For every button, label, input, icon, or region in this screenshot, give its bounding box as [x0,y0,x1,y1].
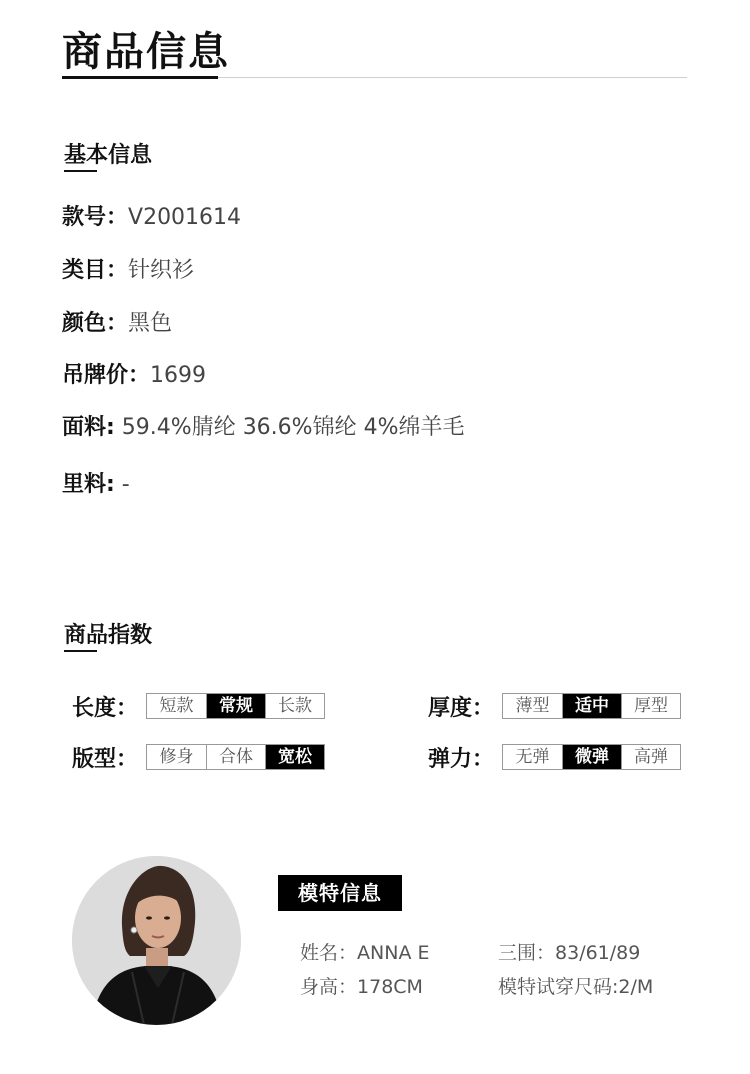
index-label: 厚度： [428,695,495,721]
index-options [146,744,325,770]
chip-short[interactable]: 短款 [159,696,194,716]
chip-high-stretch[interactable]: 高弹 [621,745,680,769]
model-info-badge: 模特信息 [278,875,402,911]
model-measurements [498,938,640,965]
chip-long[interactable]: 长款 [265,694,324,718]
info-value: 59.4%腈纶 36.6%锦纶 4%绵羊毛 [114,415,465,440]
model-name-label: 姓名： [300,942,358,964]
info-label: 款号： [62,205,129,230]
product-index-heading: 商品指数 [64,623,153,648]
chip-thin[interactable]: 薄型 [515,696,550,716]
model-height-value: 178CM [357,976,423,998]
index-options [146,693,325,719]
chip-regular[interactable]: 常规 [206,694,265,718]
index-label: 弹力： [428,746,495,772]
info-row-style-no [62,200,241,231]
chip-thick[interactable]: 厚型 [621,694,680,718]
info-label: 面料: [62,415,115,440]
index-options [502,744,681,770]
model-size [498,972,653,999]
index-label: 版型： [72,746,139,772]
chip-fitted[interactable]: 合体 [206,745,265,769]
model-height-label: 身高： [300,976,358,998]
chip-medium[interactable]: 适中 [562,694,621,718]
info-label: 吊牌价： [62,363,151,388]
chip-loose[interactable]: 宽松 [265,745,324,769]
info-row-color [62,306,172,337]
index-elasticity [428,744,681,770]
model-size-value: 2/M [618,976,654,998]
index-fit [72,744,325,770]
info-row-lining [62,467,130,498]
chip-slight-stretch[interactable]: 微弹 [562,745,621,769]
info-label: 颜色： [62,311,129,336]
model-measurements-label: 三围： [498,942,556,964]
index-length [72,693,325,719]
model-measurements-value: 83/61/89 [555,942,641,964]
info-value: 黑色 [128,311,173,336]
basic-info-underline [64,170,97,172]
index-thickness [428,693,681,719]
model-name [300,938,429,965]
info-row-category [62,253,194,284]
title-underline [62,76,218,79]
info-value: V2001614 [128,205,242,230]
page-title: 商品信息 [62,29,230,75]
index-options [502,693,681,719]
info-value: 1699 [150,363,207,388]
info-value: 针织衫 [128,258,195,283]
chip-no-stretch[interactable]: 无弹 [515,747,550,767]
model-portrait-icon [72,856,241,1025]
info-label: 里料: [62,472,115,497]
info-value: - [114,472,130,497]
basic-info-heading: 基本信息 [64,143,153,168]
chip-slim[interactable]: 修身 [159,747,194,767]
product-index-underline [64,650,97,652]
model-avatar [72,856,241,1025]
info-row-price [62,358,206,389]
model-name-value: ANNA E [357,942,430,964]
info-label: 类目： [62,258,129,283]
info-row-fabric [62,410,464,441]
model-height [300,972,423,999]
index-label: 长度： [72,695,139,721]
model-size-label: 模特试穿尺码: [498,976,619,998]
